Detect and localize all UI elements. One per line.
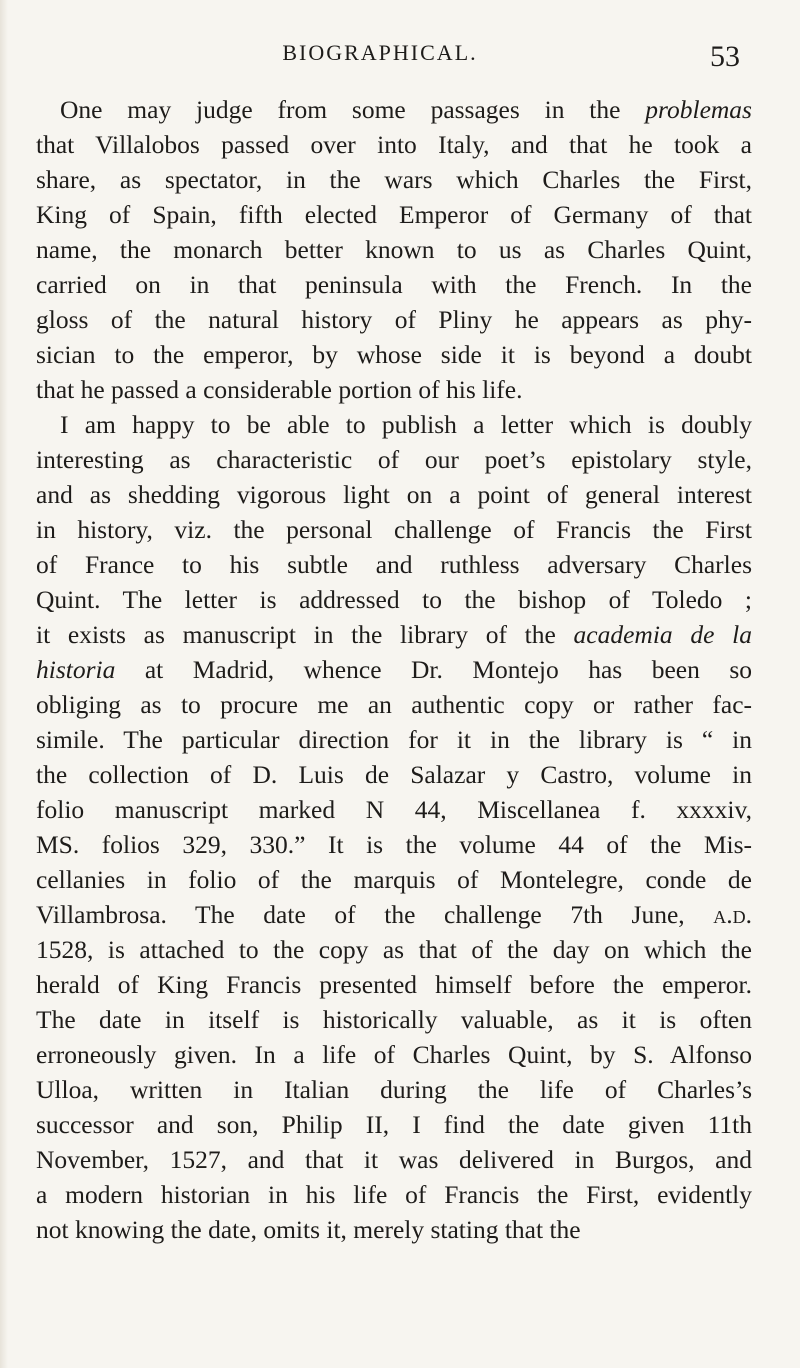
text-line: in history, viz. the personal challenge of Francis the First <box>36 515 752 544</box>
text-line: cellanies in folio of the marquis of Montelegre, conde de <box>36 865 752 894</box>
small-caps-text: a.d. <box>713 900 752 929</box>
text-line: I am happy to be able to publish a letter which is doubly <box>60 410 752 439</box>
text-line: King of Spain, fifth elected Emperor of Germany of that <box>36 200 752 229</box>
text-line: that Villalobos passed over into Italy, and that he took a <box>36 130 752 159</box>
text-line: and as shedding vigorous light on a point of general interest <box>36 480 752 509</box>
text-line: of France to his subtle and ruthless adversary Charles <box>36 550 752 579</box>
text-line: sician to the emperor, by whose side it is beyond a doubt <box>36 340 752 369</box>
text-line: MS. folios 329, 330.” It is the volume 44 of the Mis- <box>36 830 752 859</box>
text-line: not knowing the date, omits it, merely stating that the <box>36 1215 581 1244</box>
italic-text: problemas <box>645 95 752 124</box>
text-line: share, as spectator, in the wars which Charles the First, <box>36 165 752 194</box>
binding-edge <box>0 0 8 1368</box>
text-line: name, the monarch better known to us as Charles Quint, <box>36 235 752 264</box>
text-line: folio manuscript marked N 44, Miscellanea f. xxxxiv, <box>36 795 752 824</box>
text-line: Ulloa, written in Italian during the life of Charles’s <box>36 1075 752 1104</box>
text-line: November, 1527, and that it was delivered in Burgos, and <box>36 1145 752 1174</box>
text-line: Villambrosa. The date of the challenge 7th June, a.d. <box>36 900 752 929</box>
text-line: The date in itself is historically valuable, as it is often <box>36 1005 752 1034</box>
text-line: the collection of D. Luis de Salazar y Castro, volume in <box>36 760 752 789</box>
body-text <box>36 92 752 1247</box>
text-line: herald of King Francis presented himself before the emperor. <box>36 970 752 999</box>
text-line: erroneously given. In a life of Charles Quint, by S. Alfonso <box>36 1040 752 1069</box>
text-line: simile. The particular direction for it in the library is “ in <box>36 725 752 754</box>
text-line: interesting as characteristic of our poet’s epistolary style, <box>36 445 752 474</box>
paragraph <box>36 407 752 1247</box>
running-title: BIOGRAPHICAL. <box>282 40 478 65</box>
text-line: gloss of the natural history of Pliny he appears as phy- <box>36 305 752 334</box>
text-line: carried on in that peninsula with the French. In the <box>36 270 752 299</box>
text-line: a modern historian in his life of Francis the First, evidently <box>36 1180 752 1209</box>
text-line: successor and son, Philip II, I find the date given 11th <box>36 1110 752 1139</box>
text-line: historia at Madrid, whence Dr. Montejo has been so <box>36 655 752 684</box>
text-line: Quint. The letter is addressed to the bishop of Toledo ; <box>36 585 752 614</box>
text-line: 1528, is attached to the copy as that of the day on which the <box>36 935 752 964</box>
text-line: obliging as to procure me an authentic copy or rather fac- <box>36 690 752 719</box>
paragraph <box>36 92 752 407</box>
text-line: it exists as manuscript in the library of the academia de la <box>36 620 753 649</box>
text-line: One may judge from some passages in the problemas <box>60 95 752 124</box>
text-line: that he passed a considerable portion of his life. <box>36 375 523 404</box>
running-head <box>40 40 740 80</box>
italic-text: historia <box>36 655 116 684</box>
page-number: 53 <box>710 40 740 73</box>
italic-text: academia de la <box>573 620 753 649</box>
